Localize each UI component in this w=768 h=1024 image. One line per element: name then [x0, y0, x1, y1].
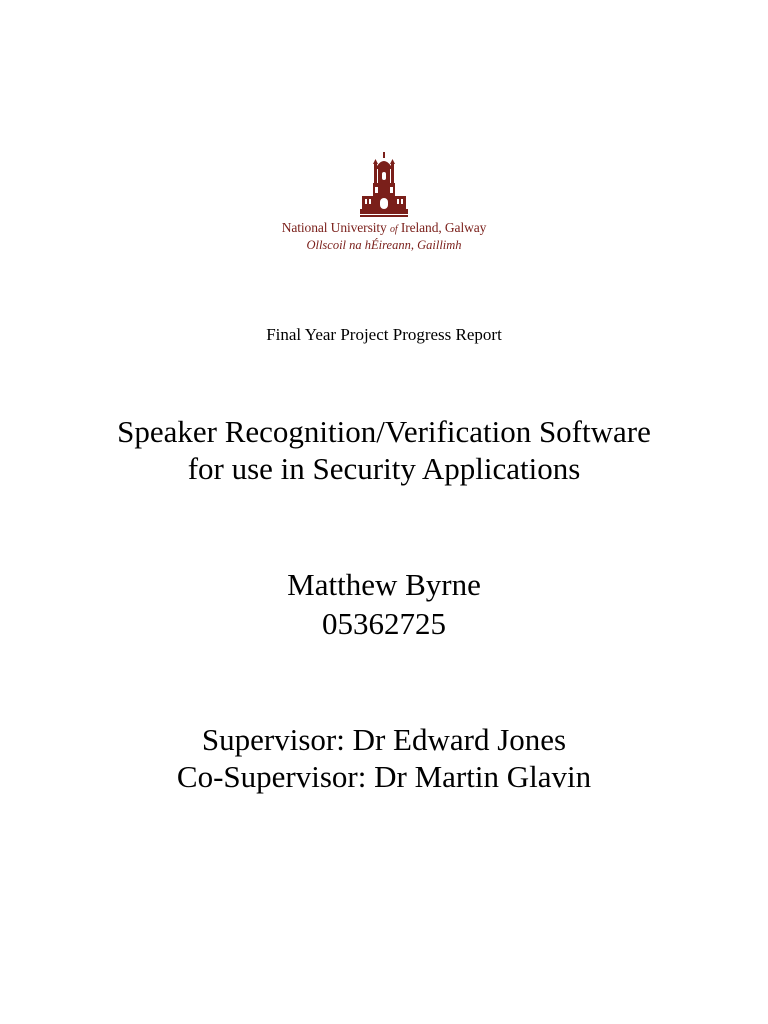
co-supervisor: Co-Supervisor: Dr Martin Glavin — [176, 759, 592, 794]
project-title-line-2: for use in Security Applications — [187, 451, 581, 486]
university-logo — [258, 152, 510, 256]
university-name-irish: Ollscoil na hÉireann, Gaillimh — [306, 238, 462, 252]
university-name: National University of Ireland, Galway — [281, 220, 487, 235]
project-title-line-1: Speaker Recognition/Verification Software — [117, 414, 651, 449]
author-name: Matthew Byrne — [287, 567, 481, 602]
supervisor: Supervisor: Dr Edward Jones — [201, 722, 567, 757]
student-id: 05362725 — [322, 606, 446, 641]
report-type: Final Year Project Progress Report — [266, 325, 502, 344]
quadrangle-tower-icon — [360, 152, 408, 218]
